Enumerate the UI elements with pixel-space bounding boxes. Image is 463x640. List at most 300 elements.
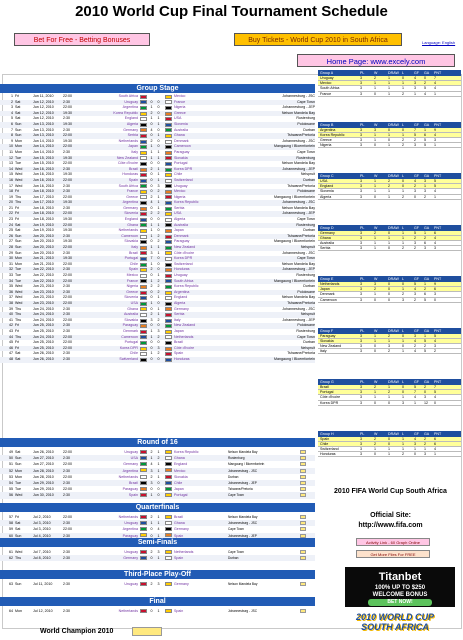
away-score[interactable]: 0 bbox=[157, 487, 160, 492]
home-score[interactable]: 2 bbox=[150, 194, 153, 199]
stat-value: 3 bbox=[414, 292, 416, 297]
home-team: Uruguay bbox=[124, 450, 138, 454]
away-score[interactable]: 0 bbox=[157, 340, 160, 345]
home-score[interactable]: 2 bbox=[150, 110, 153, 115]
away-team: Korea Republic bbox=[174, 200, 199, 205]
match-number: 27 bbox=[9, 239, 13, 244]
match-day: Sat bbox=[15, 110, 21, 115]
winner-cell[interactable] bbox=[300, 487, 306, 491]
stat-value: 1 bbox=[434, 143, 436, 148]
group-name: Group F bbox=[320, 328, 334, 333]
home-team: Greece bbox=[126, 289, 138, 294]
home-score[interactable]: 3 bbox=[150, 468, 153, 473]
home-score[interactable]: 0 bbox=[150, 273, 153, 277]
group-col-header: PNT bbox=[434, 174, 442, 178]
home-team: Uruguay bbox=[124, 99, 138, 104]
away-flag-icon bbox=[165, 168, 172, 172]
home-score[interactable]: 0 bbox=[150, 345, 153, 350]
away-score[interactable]: 1 bbox=[157, 295, 160, 300]
stat-value: 1 bbox=[374, 132, 376, 137]
winner-cell[interactable] bbox=[300, 450, 306, 454]
match-date: Jun 27, 2010 bbox=[33, 456, 54, 461]
winner-cell[interactable] bbox=[300, 582, 306, 586]
away-score[interactable]: 1 bbox=[157, 121, 160, 126]
home-score[interactable]: 0 bbox=[150, 340, 153, 345]
away-score[interactable]: 2 bbox=[157, 334, 160, 339]
away-score[interactable]: 1 bbox=[157, 250, 160, 255]
away-score[interactable]: 1 bbox=[157, 149, 160, 154]
home-score[interactable]: 1 bbox=[150, 521, 153, 526]
home-score[interactable]: 1 bbox=[150, 233, 153, 238]
away-flag-icon bbox=[165, 533, 172, 537]
stat-value: 1 bbox=[402, 189, 404, 194]
stat-value: 1 bbox=[402, 446, 404, 451]
stat-value: 1 bbox=[374, 184, 376, 189]
stat-value: 3 bbox=[360, 297, 362, 302]
group-col-header: L bbox=[402, 174, 404, 178]
stat-value: 5 bbox=[424, 86, 426, 91]
home-team: Cameroon bbox=[121, 334, 138, 339]
away-score[interactable]: 1 bbox=[157, 194, 160, 199]
match-time: 2:30 bbox=[63, 189, 70, 194]
fifa-url-link[interactable]: http://www.fifa.com bbox=[358, 522, 423, 529]
home-score[interactable]: 0 bbox=[150, 533, 153, 538]
away-score[interactable]: 1 bbox=[157, 155, 160, 160]
home-page-link[interactable]: Home Page: www.excely.com bbox=[297, 54, 455, 67]
home-score[interactable]: 0 bbox=[150, 323, 153, 328]
home-score[interactable]: 0 bbox=[150, 306, 153, 311]
away-score[interactable]: 2 bbox=[157, 351, 160, 356]
match-day: Sat bbox=[15, 450, 21, 454]
away-score[interactable]: 1 bbox=[157, 533, 160, 538]
home-score[interactable]: 0 bbox=[150, 133, 153, 138]
team-name: Côte d'Ivoire bbox=[320, 395, 341, 400]
home-score[interactable]: 1 bbox=[150, 328, 153, 333]
home-score[interactable]: 2 bbox=[150, 550, 153, 554]
home-flag-icon bbox=[140, 319, 147, 323]
away-score[interactable]: 1 bbox=[157, 462, 160, 467]
stat-value: 1 bbox=[388, 91, 390, 96]
match-date: Jun 21, 2010 bbox=[33, 261, 54, 266]
away-score[interactable]: 2 bbox=[157, 317, 160, 322]
home-score[interactable]: 3 bbox=[150, 250, 153, 255]
away-score[interactable]: 3 bbox=[157, 345, 160, 350]
home-score[interactable]: 0 bbox=[150, 217, 153, 222]
away-team: Ghana bbox=[174, 456, 185, 461]
home-score[interactable]: 0 bbox=[150, 189, 153, 194]
venue: Johannesburg - JSC bbox=[282, 200, 315, 205]
match-number: 33 bbox=[9, 273, 13, 277]
stat-value: 4 bbox=[414, 349, 416, 354]
home-score[interactable]: 0 bbox=[150, 161, 153, 166]
home-score[interactable]: 1 bbox=[150, 105, 153, 110]
away-score[interactable]: 0 bbox=[157, 127, 160, 132]
away-score[interactable]: 0 bbox=[157, 493, 160, 498]
away-score[interactable]: 1 bbox=[157, 133, 160, 138]
home-score[interactable]: 0 bbox=[150, 295, 153, 300]
away-score[interactable]: 0 bbox=[157, 110, 160, 115]
home-team: Greece bbox=[126, 194, 138, 199]
bet-free-link[interactable]: Bet For Free - Betting Bonuses bbox=[14, 33, 150, 46]
venue: Nelspruit bbox=[300, 345, 315, 350]
match-day: Wed bbox=[15, 177, 23, 182]
match-time: 22:00 bbox=[63, 161, 72, 166]
team-name: Argentina bbox=[320, 127, 336, 132]
home-flag-icon bbox=[140, 533, 147, 537]
match-day: Sun bbox=[15, 239, 22, 244]
home-team: Argentina bbox=[122, 468, 138, 473]
home-score[interactable]: 4 bbox=[150, 127, 153, 132]
away-score[interactable]: 0 bbox=[157, 161, 160, 166]
home-score[interactable]: 4 bbox=[150, 462, 153, 467]
world-champion-cell[interactable] bbox=[132, 627, 162, 636]
home-score[interactable]: 0 bbox=[150, 205, 153, 210]
away-team: Japan bbox=[174, 487, 184, 492]
team-name: Switzerland bbox=[320, 446, 339, 451]
home-score[interactable]: 0 bbox=[150, 487, 153, 492]
away-score[interactable]: 3 bbox=[157, 328, 160, 333]
match-time: 22:00 bbox=[63, 527, 72, 532]
round-of-16-header: Round of 16 bbox=[0, 438, 315, 447]
home-team: Mexico bbox=[126, 273, 138, 277]
winner-cell[interactable] bbox=[300, 493, 306, 497]
venue: Tshwane/Pretoria bbox=[287, 183, 315, 188]
group-name: Group E bbox=[320, 277, 334, 281]
away-team: Spain bbox=[174, 533, 184, 538]
away-score[interactable]: 0 bbox=[157, 323, 160, 328]
away-team: Japan bbox=[174, 228, 184, 233]
match-day: Sat bbox=[15, 99, 21, 104]
stat-value: 6 bbox=[434, 230, 436, 235]
home-score[interactable]: 0 bbox=[150, 183, 153, 188]
stat-value: 0 bbox=[388, 400, 390, 405]
match-number: 9 bbox=[11, 138, 13, 143]
away-score[interactable]: 2 bbox=[157, 211, 160, 216]
free-files-button[interactable]: Get More Files For FREE bbox=[356, 550, 430, 558]
home-score[interactable]: 1 bbox=[150, 456, 153, 461]
titanbet-ad[interactable] bbox=[345, 567, 455, 607]
stat-value: 0 bbox=[388, 287, 390, 292]
venue: Rustenburg bbox=[296, 328, 315, 333]
match-day: Wed bbox=[15, 289, 23, 294]
home-score[interactable]: 1 bbox=[150, 116, 153, 121]
team-name: Netherlands bbox=[320, 282, 340, 286]
home-score[interactable]: 3 bbox=[150, 317, 153, 322]
home-score[interactable]: 2 bbox=[150, 582, 153, 586]
home-team: Italy bbox=[131, 245, 138, 250]
match-number: 18 bbox=[9, 189, 13, 194]
home-score[interactable]: 1 bbox=[150, 278, 153, 283]
away-score[interactable]: 3 bbox=[157, 183, 160, 188]
away-score[interactable]: 1 bbox=[157, 556, 160, 561]
away-score[interactable]: 1 bbox=[157, 450, 160, 454]
stat-value: 12 bbox=[424, 400, 428, 405]
away-score[interactable]: 1 bbox=[157, 116, 160, 121]
away-flag-icon bbox=[165, 550, 172, 554]
match-day: Sun bbox=[15, 582, 22, 586]
stat-value: 2 bbox=[402, 194, 404, 199]
home-score[interactable]: 2 bbox=[150, 267, 153, 272]
away-score[interactable]: 0 bbox=[157, 144, 160, 149]
home-score[interactable]: 1 bbox=[150, 245, 153, 250]
away-score[interactable]: 3 bbox=[157, 550, 160, 554]
stat-value: 0 bbox=[434, 297, 436, 302]
away-score[interactable]: 1 bbox=[157, 200, 160, 205]
away-team: USA bbox=[174, 211, 182, 216]
stat-value: 0 bbox=[388, 292, 390, 297]
away-team: Nigeria bbox=[174, 194, 186, 199]
group-col-header: DRAW bbox=[388, 328, 399, 333]
language-link[interactable]: Language: English bbox=[422, 40, 456, 45]
home-team: Chile bbox=[129, 351, 138, 356]
away-score[interactable]: 2 bbox=[157, 278, 160, 283]
away-score[interactable]: 1 bbox=[157, 166, 160, 171]
stat-value: 1 bbox=[388, 132, 390, 137]
home-team: Nigeria bbox=[126, 284, 138, 289]
stat-value: 5 bbox=[434, 179, 436, 183]
away-score[interactable]: 1 bbox=[157, 468, 160, 473]
home-score[interactable]: 0 bbox=[150, 177, 153, 182]
away-score[interactable]: 4 bbox=[157, 527, 160, 532]
match-day: Tue bbox=[15, 487, 22, 492]
match-number: 64 bbox=[9, 609, 13, 613]
away-team: Côte d'Ivoire bbox=[174, 250, 195, 255]
match-time: 2:30 bbox=[63, 480, 70, 485]
match-day: Wed bbox=[15, 172, 23, 177]
bet-now-button[interactable]: BET NOW! bbox=[368, 599, 432, 606]
home-score[interactable]: 1 bbox=[150, 300, 153, 305]
away-score[interactable]: 2 bbox=[157, 289, 160, 294]
winner-cell[interactable] bbox=[300, 481, 306, 485]
match-time: 2:30 bbox=[63, 267, 70, 272]
away-score[interactable]: 1 bbox=[157, 474, 160, 479]
away-score[interactable]: 2 bbox=[157, 456, 160, 461]
team-name: Japan bbox=[320, 287, 330, 292]
away-score[interactable]: 1 bbox=[157, 172, 160, 177]
group-col-header: DRAW bbox=[388, 122, 399, 127]
winner-cell[interactable] bbox=[300, 534, 306, 538]
away-score[interactable]: 1 bbox=[157, 222, 160, 227]
group-name: Group C bbox=[320, 174, 334, 178]
match-date: Jun 29, 2010 bbox=[33, 487, 54, 492]
home-score[interactable]: 0 bbox=[150, 121, 153, 126]
venue: Tshwane/Pretoria bbox=[287, 133, 315, 138]
home-score[interactable]: 2 bbox=[150, 312, 153, 317]
home-team: Ghana bbox=[127, 222, 138, 227]
match-number: 4 bbox=[11, 110, 13, 115]
stat-value: 3 bbox=[360, 292, 362, 297]
away-score[interactable]: 1 bbox=[157, 306, 160, 311]
stat-value: 3 bbox=[360, 385, 362, 389]
home-score[interactable]: 1 bbox=[150, 351, 153, 356]
away-score[interactable]: 2 bbox=[157, 239, 160, 244]
away-score[interactable]: 0 bbox=[157, 300, 160, 305]
winner-cell[interactable] bbox=[300, 462, 306, 466]
home-score[interactable]: 1 bbox=[150, 493, 153, 498]
away-team: England bbox=[174, 295, 188, 300]
away-score[interactable]: 1 bbox=[157, 177, 160, 182]
match-number: 3 bbox=[11, 105, 13, 110]
home-score[interactable]: 2 bbox=[150, 211, 153, 216]
winner-cell[interactable] bbox=[300, 550, 306, 554]
stat-value: 3 bbox=[374, 282, 376, 286]
match-number: 8 bbox=[11, 133, 13, 138]
away-score[interactable]: 2 bbox=[157, 233, 160, 238]
stat-value: 1 bbox=[388, 81, 390, 86]
stat-value: 2 bbox=[402, 452, 404, 457]
match-number: 48 bbox=[9, 356, 13, 361]
venue: Johannesburg - JSC bbox=[282, 306, 315, 311]
home-score[interactable]: 1 bbox=[150, 261, 153, 266]
match-day: Sun bbox=[15, 245, 22, 250]
winner-cell[interactable] bbox=[300, 521, 306, 525]
home-score[interactable]: 1 bbox=[150, 155, 153, 160]
match-number: 53 bbox=[9, 474, 13, 479]
away-score[interactable]: 3 bbox=[157, 582, 160, 586]
away-score[interactable]: 1 bbox=[157, 515, 160, 519]
team-name: Cameroon bbox=[320, 297, 337, 302]
match-time: 2:30 bbox=[63, 306, 70, 311]
stat-value: 3 bbox=[360, 349, 362, 354]
stat-value: 0 bbox=[388, 436, 390, 441]
stat-value: 4 bbox=[434, 446, 436, 451]
venue: Nelson Mandela Bay bbox=[281, 205, 315, 210]
away-score[interactable]: 1 bbox=[157, 521, 160, 526]
home-score[interactable]: 4 bbox=[150, 200, 153, 205]
away-score[interactable]: 1 bbox=[157, 245, 160, 250]
winner-cell[interactable] bbox=[300, 556, 306, 560]
venue: Polokwane bbox=[297, 189, 315, 194]
away-score[interactable]: 1 bbox=[157, 312, 160, 317]
away-team: Brazil bbox=[174, 515, 183, 519]
home-score[interactable]: 0 bbox=[150, 609, 153, 613]
away-score[interactable]: 1 bbox=[157, 205, 160, 210]
final-header: Final bbox=[0, 597, 315, 606]
away-score[interactable]: 2 bbox=[157, 189, 160, 194]
winner-cell[interactable] bbox=[300, 475, 306, 479]
match-time: 2:30 bbox=[63, 493, 70, 498]
home-score[interactable]: 3 bbox=[150, 480, 153, 485]
match-day: Thu bbox=[15, 556, 22, 561]
group-col-header: GF bbox=[414, 174, 419, 178]
home-score[interactable]: 0 bbox=[150, 172, 153, 177]
away-score[interactable]: 0 bbox=[157, 228, 160, 233]
away-score[interactable]: 1 bbox=[157, 273, 160, 277]
stat-value: 3 bbox=[424, 452, 426, 457]
venue: Rustenburg bbox=[228, 456, 245, 461]
match-day: Mon bbox=[15, 474, 22, 479]
stat-value: 2 bbox=[388, 333, 390, 338]
home-score[interactable]: 2 bbox=[150, 138, 153, 143]
match-date: Jul 4, 2010 bbox=[33, 533, 51, 538]
match-time: 2:30 bbox=[63, 233, 70, 238]
away-flag-icon bbox=[165, 162, 172, 166]
home-score[interactable]: 2 bbox=[150, 166, 153, 171]
home-score[interactable]: 1 bbox=[150, 228, 153, 233]
home-score[interactable]: 1 bbox=[150, 334, 153, 339]
away-team: Korea DPR bbox=[174, 166, 193, 171]
away-team: Slovakia bbox=[174, 474, 188, 479]
away-score[interactable]: 0 bbox=[157, 138, 160, 143]
stat-value: 3 bbox=[434, 343, 436, 348]
winner-cell[interactable] bbox=[300, 469, 306, 473]
venue: Johannesburg - JSC bbox=[228, 521, 258, 526]
venue: Nelson Mandela Bay bbox=[281, 295, 315, 300]
home-score[interactable]: 0 bbox=[150, 99, 153, 104]
buy-tickets-link[interactable]: Buy Tickets - World Cup 2010 in South Africa bbox=[234, 33, 402, 46]
away-flag-icon bbox=[165, 223, 172, 227]
match-number: 43 bbox=[9, 328, 13, 333]
stat-value: 2 bbox=[424, 235, 426, 240]
stat-value: 4 bbox=[434, 189, 436, 194]
stat-value: 1 bbox=[388, 385, 390, 389]
match-date: Jun 20, 2010 bbox=[33, 245, 54, 250]
home-score[interactable]: 1 bbox=[150, 149, 153, 154]
winner-cell[interactable] bbox=[300, 456, 306, 460]
away-flag-icon bbox=[165, 173, 172, 177]
activity-link-button[interactable]: Activity Link - 60 Graph Online bbox=[356, 538, 430, 546]
home-team: Netherlands bbox=[118, 609, 138, 613]
stat-value: 5 bbox=[434, 184, 436, 189]
home-score[interactable]: 2 bbox=[150, 284, 153, 289]
home-score[interactable]: 0 bbox=[150, 556, 153, 561]
away-flag-icon bbox=[165, 521, 172, 525]
home-score[interactable]: 1 bbox=[150, 144, 153, 149]
stat-value: 3 bbox=[434, 137, 436, 142]
home-team: USA bbox=[130, 300, 138, 305]
away-score[interactable]: 0 bbox=[157, 217, 160, 222]
winner-cell[interactable] bbox=[300, 609, 306, 613]
away-score[interactable]: 1 bbox=[157, 609, 160, 613]
home-flag-icon bbox=[140, 550, 147, 554]
ad-line1: 100% UP TO $250 bbox=[374, 585, 426, 591]
stat-value: 2 bbox=[388, 390, 390, 395]
home-score[interactable]: 0 bbox=[150, 239, 153, 244]
away-score[interactable]: 0 bbox=[157, 480, 160, 485]
stat-value: 6 bbox=[434, 287, 436, 292]
group-table bbox=[318, 225, 461, 252]
winner-cell[interactable] bbox=[300, 515, 306, 519]
home-score[interactable]: 2 bbox=[150, 474, 153, 479]
home-score[interactable]: 1 bbox=[150, 222, 153, 227]
away-score[interactable]: 0 bbox=[157, 105, 160, 110]
match-time: 2:30 bbox=[63, 205, 70, 210]
away-score[interactable]: 2 bbox=[157, 284, 160, 289]
stat-value: 2 bbox=[402, 292, 404, 297]
team-name: Mexico bbox=[320, 81, 332, 86]
away-score[interactable]: 0 bbox=[157, 356, 160, 361]
venue: Cape Town bbox=[297, 149, 315, 154]
away-score[interactable]: 0 bbox=[157, 256, 160, 261]
home-score[interactable]: 0 bbox=[150, 289, 153, 294]
home-score[interactable]: 2 bbox=[150, 515, 153, 519]
away-score[interactable]: 0 bbox=[157, 261, 160, 266]
stat-value: 6 bbox=[434, 441, 436, 446]
home-score[interactable]: 0 bbox=[150, 356, 153, 361]
home-team: New Zealand bbox=[116, 155, 138, 160]
stat-value: 3 bbox=[414, 143, 416, 148]
home-score[interactable]: 2 bbox=[150, 450, 153, 454]
away-score[interactable]: 0 bbox=[157, 99, 160, 104]
stat-value: 1 bbox=[374, 446, 376, 451]
home-score[interactable]: 0 bbox=[150, 527, 153, 532]
winner-cell[interactable] bbox=[300, 527, 306, 531]
venue: Nelson Mandela Bay bbox=[228, 515, 258, 519]
away-score[interactable]: 0 bbox=[157, 267, 160, 272]
home-score[interactable]: 7 bbox=[150, 256, 153, 261]
team-name: Denmark bbox=[320, 292, 335, 297]
stat-value: 0 bbox=[402, 390, 404, 395]
